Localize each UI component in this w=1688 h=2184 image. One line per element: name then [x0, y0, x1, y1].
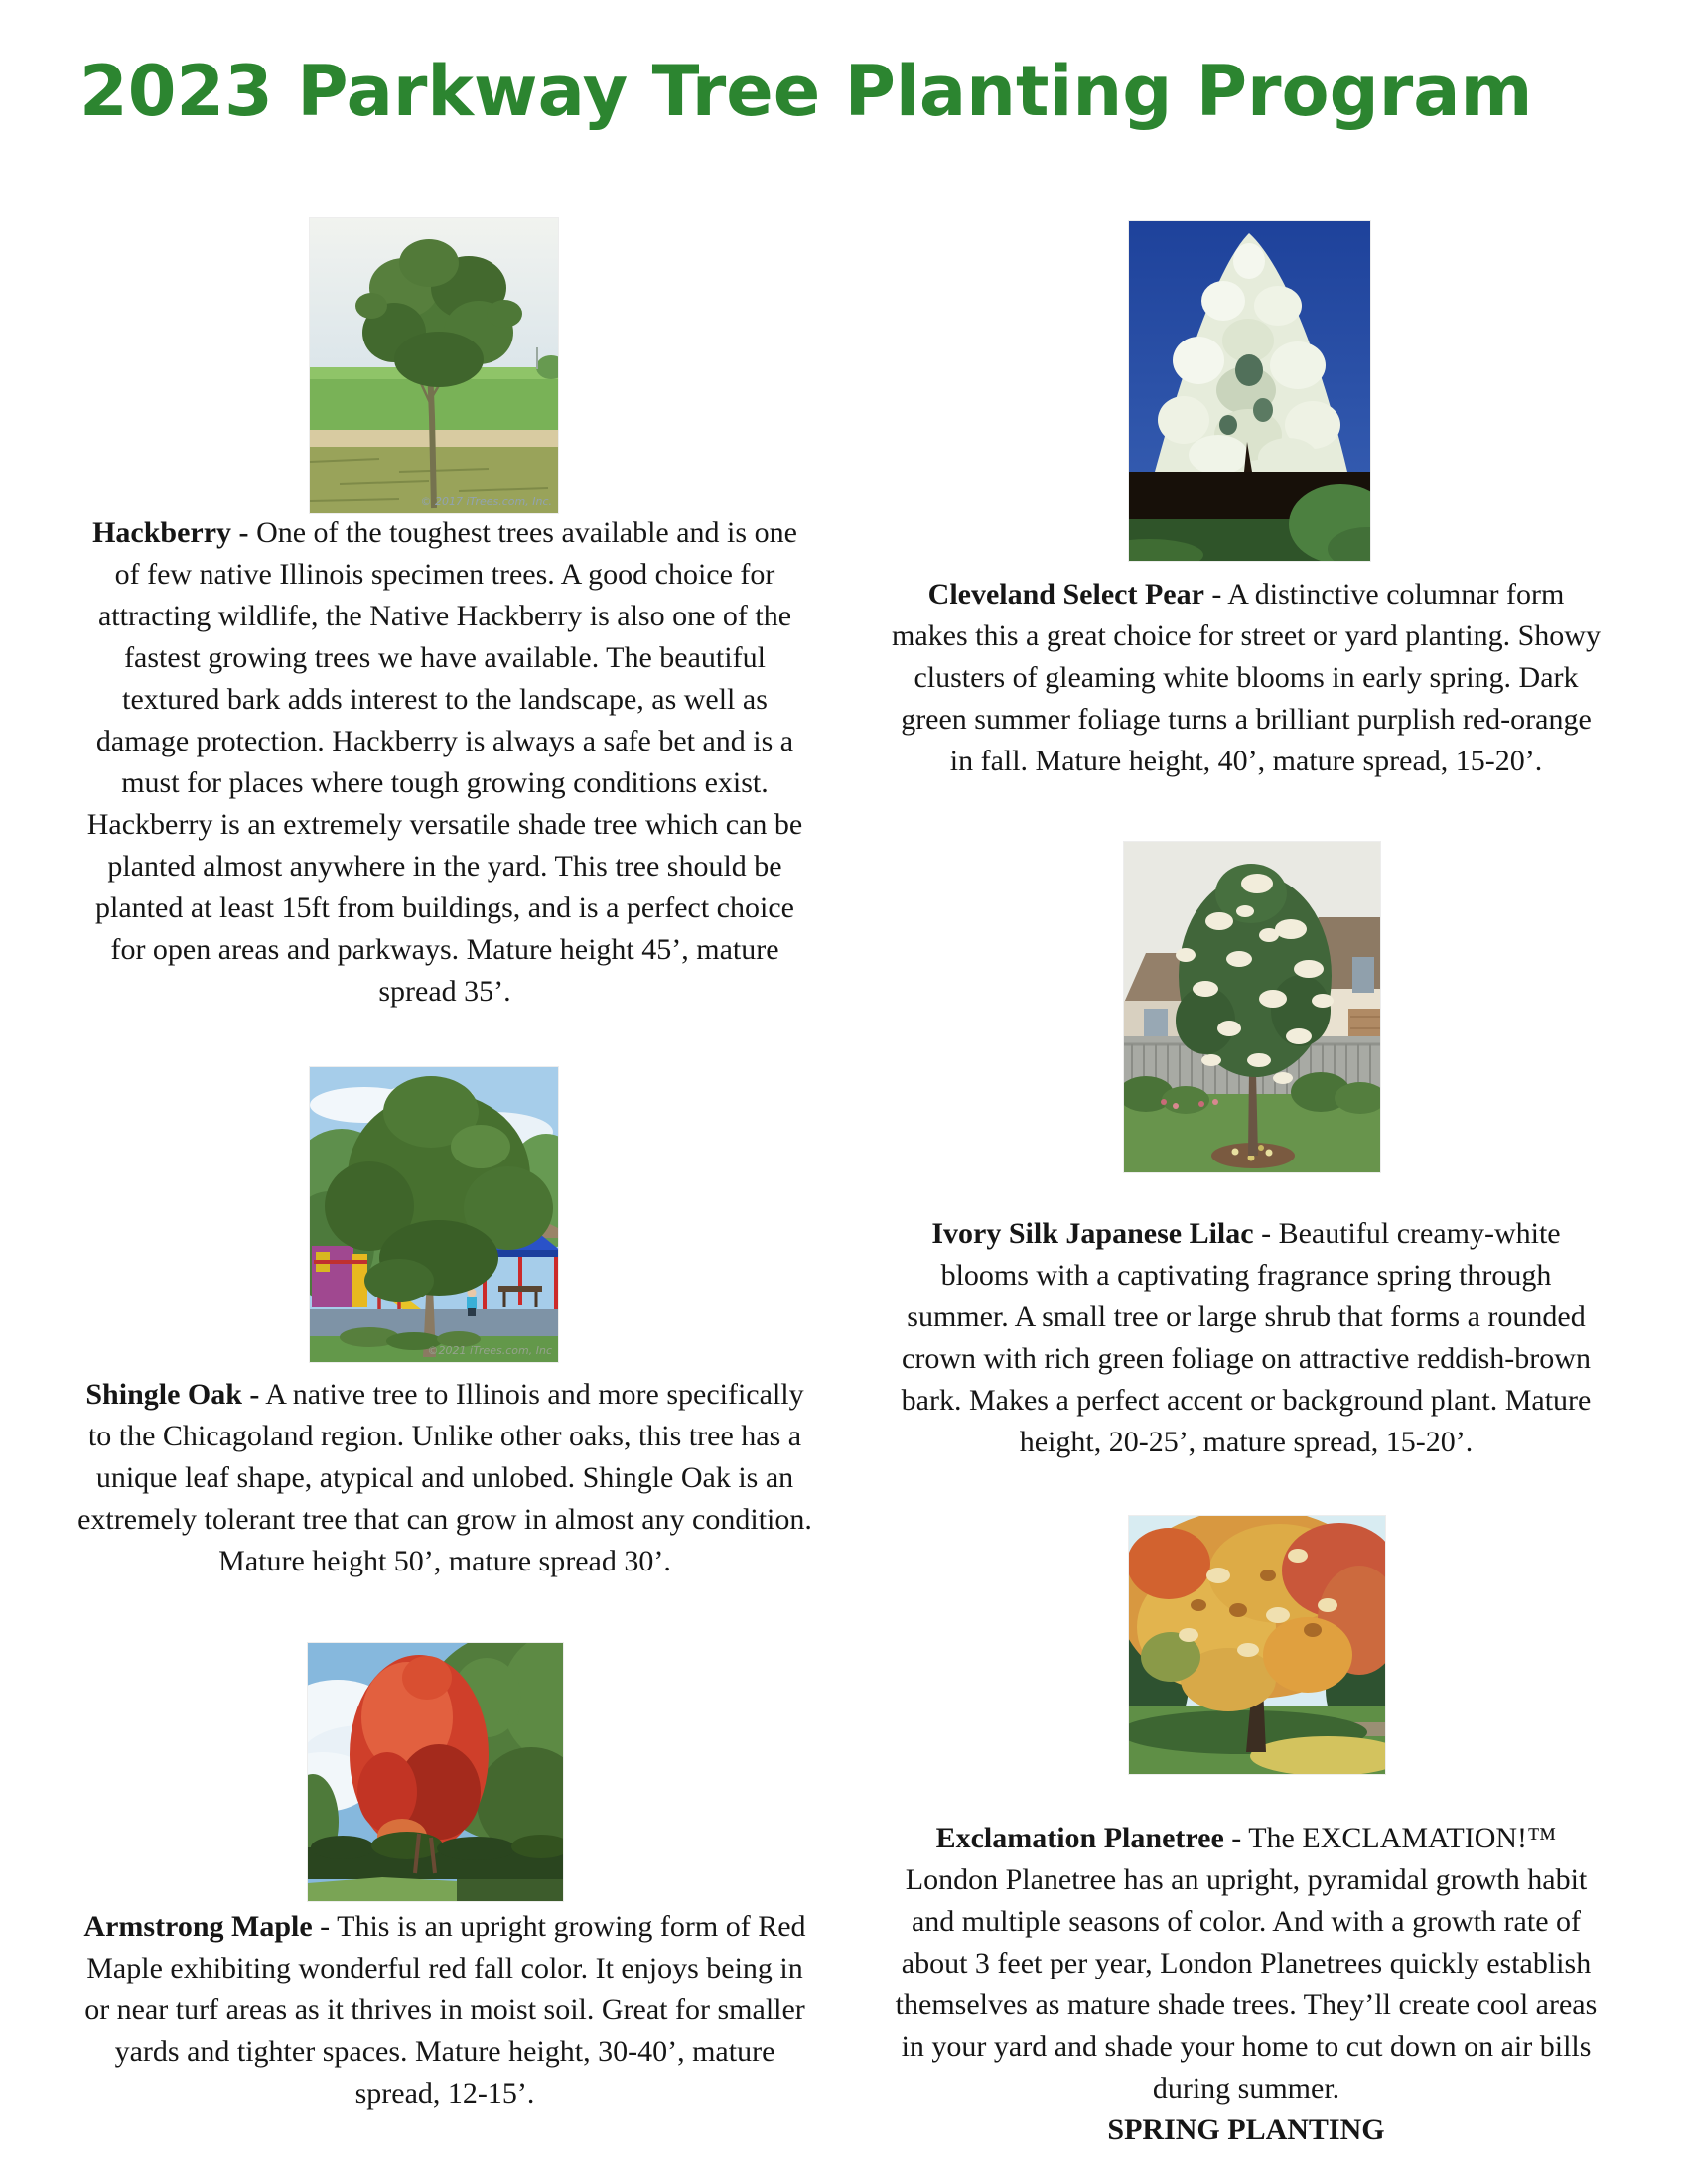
page-title: 2023 Parkway Tree Planting Program [79, 51, 1533, 132]
armstrong-maple-photo-art [308, 1643, 563, 1901]
hackberry-name: Hackberry - [92, 516, 249, 549]
spring-planting-note: SPRING PLANTING [1107, 2114, 1385, 2146]
ivory-silk-lilac-body: - Beautiful creamy-white blooms with a captivating fragrance spring through summer. A small tree or large shrub that forms a rounded crown with rich green foliage on attractive reddish-brown bark. Makes a perfect accent or background plant. Mature height, 20-25’, mature spread, 15-20’. [901, 1217, 1592, 1458]
armstrong-maple-photo [308, 1643, 563, 1901]
cleveland-pear-description [889, 574, 1604, 782]
armstrong-maple-body: - This is an upright growing form of Red Maple exhibiting wonderful red fall color. It enjoys being in or near turf areas as it thrives in moist soil. Great for smaller yards and tighter spaces. Mature height, 30-40’, mature spread, 12-15’. [84, 1910, 806, 2110]
shingle-oak-description [77, 1374, 812, 1582]
exclamation-planetree-description [889, 1818, 1604, 2151]
shingle-oak-body: A native tree to Illinois and more specifically to the Chicagoland region. Unlike other oaks, this tree has a unique leaf shape, atypical and unlobed. Shingle Oak is an extremely tolerant tree that can grow in almost any condition. Mature height 50’, mature spread 30’. [77, 1378, 812, 1577]
shingle-oak-name: Shingle Oak - [85, 1378, 260, 1411]
shingle-oak-photo-art [310, 1067, 558, 1362]
ivory-silk-lilac-photo-art [1124, 842, 1380, 1172]
cleveland-pear-body: - A distinctive columnar form makes this a great choice for street or yard planting. Showy clusters of gleaming white blooms in early spring. Dark green summer foliage turns a brilliant purplish red-orange in fall. Mature height, 40’, mature spread, 15-20’. [892, 578, 1601, 777]
cleveland-pear-photo-art [1129, 221, 1370, 561]
exclamation-planetree-name: Exclamation Planetree [935, 1822, 1224, 1854]
cleveland-pear-photo [1129, 221, 1370, 561]
ivory-silk-lilac-description [889, 1213, 1604, 1463]
hackberry-photo [310, 218, 558, 513]
hackberry-body: One of the toughest trees available and is one of few native Illinois specimen trees. A good choice for attracting wildlife, the Native Hackberry is also one of the fastest growing trees we have available. The beautiful textured bark adds interest to the landscape, as well as damage protection. Hackberry is always a safe bet and is a must for places where tough growing conditions exist. Hackberry is an extremely versatile shade tree which can be planted almost anywhere in the yard. This tree should be planted at least 15ft from buildings, and is a perfect choice for open areas and parkways. Mature height 45’, mature spread 35’. [86, 516, 803, 1008]
armstrong-maple-name: Armstrong Maple [83, 1910, 313, 1943]
photo-watermark: © 2017 iTrees.com, Inc. [420, 495, 552, 508]
hackberry-photo-art [310, 218, 558, 513]
exclamation-planetree-body: - The EXCLAMATION!™ London Planetree has an upright, pyramidal growth habit and multiple seasons of color. And with a growth rate of about 3 feet per year, London Planetrees quickly establish themselves as mature shade trees. They’ll create cool areas in your yard and shade your home to cut down on air bills during summer. [895, 1822, 1598, 2105]
shingle-oak-photo [310, 1067, 558, 1362]
ivory-silk-lilac-name: Ivory Silk Japanese Lilac [931, 1217, 1254, 1250]
armstrong-maple-description [77, 1906, 812, 2115]
photo-watermark: ©2021 iTrees.com, Inc [427, 1344, 552, 1357]
cleveland-pear-name: Cleveland Select Pear [927, 578, 1204, 611]
ivory-silk-lilac-photo [1124, 842, 1380, 1172]
hackberry-description [77, 512, 812, 1013]
exclamation-planetree-photo-art [1129, 1516, 1385, 1774]
exclamation-planetree-photo [1129, 1516, 1385, 1774]
